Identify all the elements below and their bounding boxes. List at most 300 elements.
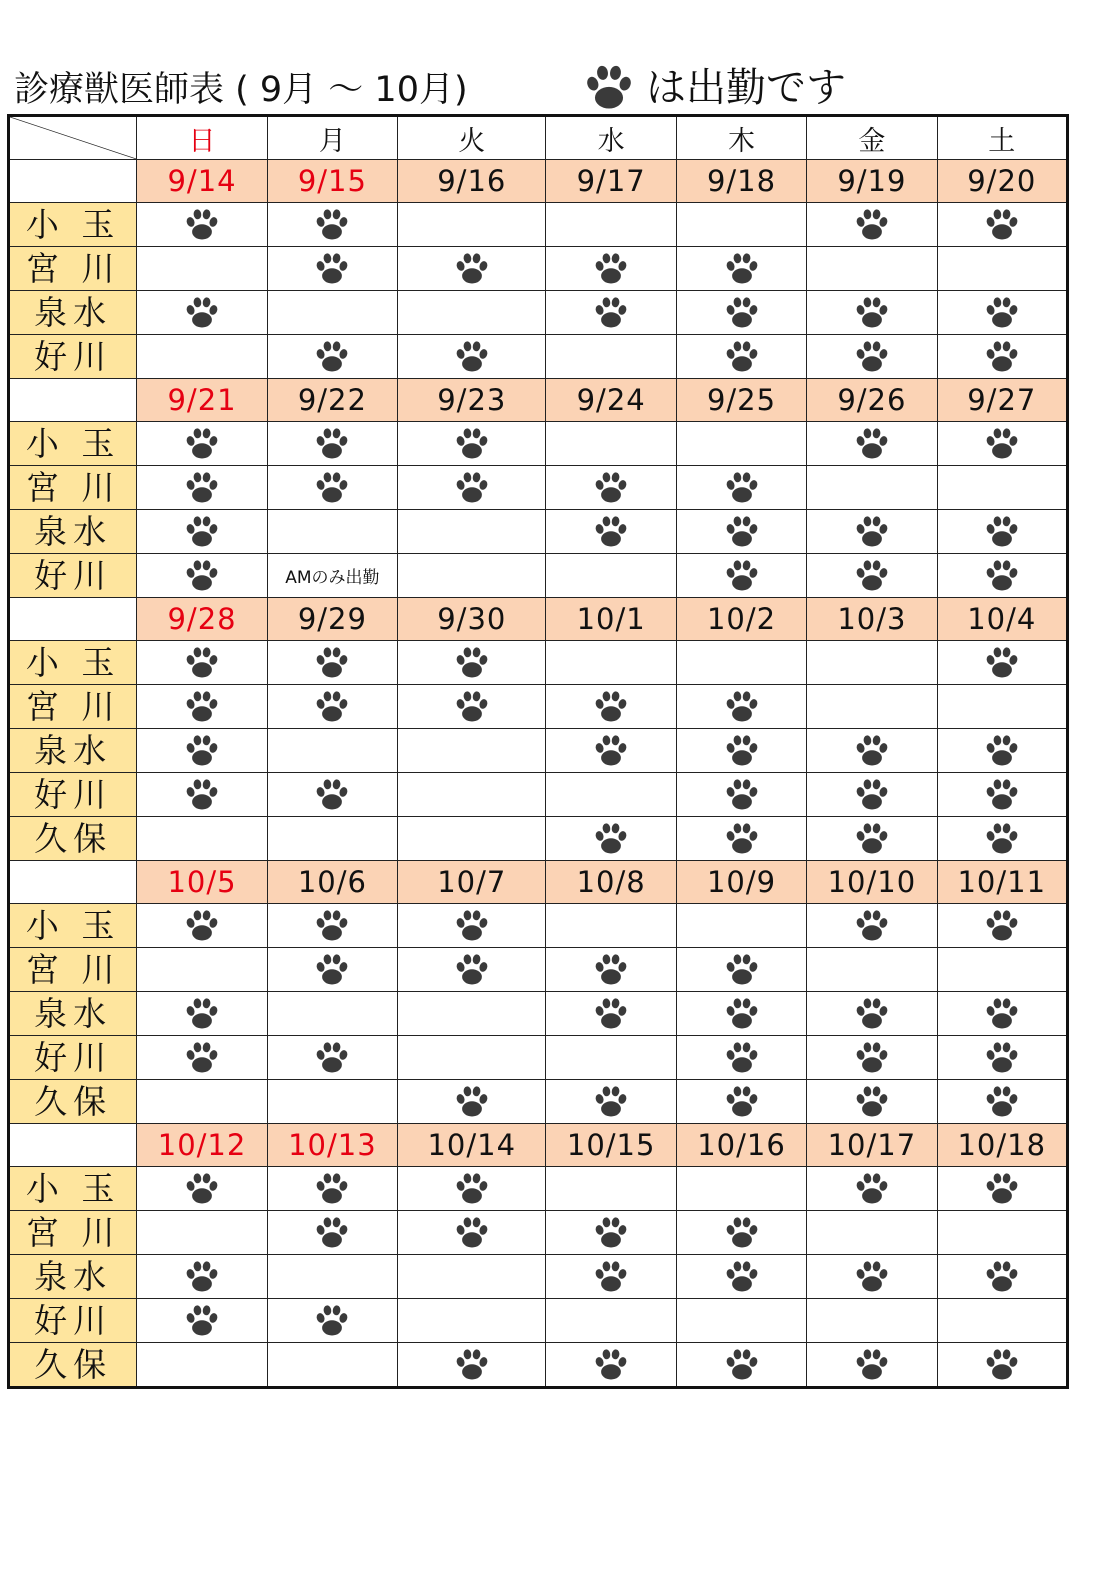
date-cell: 10/15 [546,1124,676,1167]
staff-row [9,641,1068,685]
date-cell: 10/3 [807,598,937,641]
paw-icon [453,644,491,682]
date-cell: 10/14 [398,1124,546,1167]
paw-icon [313,1039,351,1077]
date-cell: 10/16 [676,1124,806,1167]
staff-name: 小 玉 [9,203,137,247]
paw-icon [313,469,351,507]
shift-cell [267,247,397,291]
paw-icon [592,995,630,1033]
paw-icon [183,1039,221,1077]
shift-cell [937,1343,1067,1388]
staff-name: 好川 [9,1299,137,1343]
paw-icon [313,425,351,463]
staff-name: 久保 [9,817,137,861]
date-cell: 10/13 [267,1124,397,1167]
date-row [9,379,1068,422]
shift-cell [937,992,1067,1036]
staff-row [9,1299,1068,1343]
staff-name: 泉水 [9,291,137,335]
date-cell: 10/17 [807,1124,937,1167]
shift-cell [676,422,806,466]
shift-cell [267,1167,397,1211]
date-row-blank [9,160,137,203]
date-cell: 10/8 [546,861,676,904]
date-cell: 9/23 [398,379,546,422]
weekday-header-3: 水 [546,116,676,160]
shift-cell [546,773,676,817]
paw-icon [183,644,221,682]
date-cell: 10/1 [546,598,676,641]
shift-cell [398,729,546,773]
shift-cell [137,510,267,554]
staff-row [9,466,1068,510]
shift-cell [676,1036,806,1080]
paw-icon [453,951,491,989]
shift-cell [267,1080,397,1124]
shift-cell [676,335,806,379]
date-row-blank [9,1124,137,1167]
staff-row [9,817,1068,861]
paw-icon [313,1214,351,1252]
shift-cell [807,641,937,685]
paw-icon [853,1258,891,1296]
shift-cell [398,554,546,598]
weekday-header-0: 日 [137,116,267,160]
staff-row [9,422,1068,466]
paw-icon [983,1039,1021,1077]
shift-cell [807,992,937,1036]
paw-icon [853,557,891,595]
paw-icon [853,1170,891,1208]
paw-icon [983,1170,1021,1208]
shift-cell [137,1343,267,1388]
paw-icon [313,206,351,244]
weekday-header-4: 木 [676,116,806,160]
shift-cell [937,773,1067,817]
staff-name: 久保 [9,1080,137,1124]
weekday-header-2: 火 [398,116,546,160]
shift-cell [937,466,1067,510]
paw-icon [183,557,221,595]
shift-cell [676,992,806,1036]
shift-cell [267,1036,397,1080]
shift-cell [807,291,937,335]
staff-row [9,554,1068,598]
paw-icon [723,469,761,507]
paw-icon [723,820,761,858]
date-cell: 9/21 [137,379,267,422]
paw-icon [853,820,891,858]
staff-name: 小 玉 [9,422,137,466]
shift-cell [267,291,397,335]
shift-cell [546,203,676,247]
shift-cell [546,992,676,1036]
shift-cell [807,1299,937,1343]
date-cell: 10/11 [937,861,1067,904]
shift-cell [137,1255,267,1299]
paw-icon [723,951,761,989]
paw-icon [592,688,630,726]
shift-cell [676,817,806,861]
shift-cell [137,685,267,729]
shift-cell [267,1343,397,1388]
staff-row [9,510,1068,554]
shift-cell [137,422,267,466]
date-cell: 9/19 [807,160,937,203]
paw-icon [853,294,891,332]
paw-icon [183,1170,221,1208]
shift-cell [546,422,676,466]
paw-icon [592,1214,630,1252]
paw-icon [723,1346,761,1384]
paw-icon [983,425,1021,463]
shift-cell [676,203,806,247]
shift-cell [676,1343,806,1388]
shift-cell [807,1343,937,1388]
paw-icon [723,1083,761,1121]
staff-name: 好川 [9,554,137,598]
paw-icon [453,1346,491,1384]
shift-cell [546,641,676,685]
staff-row [9,992,1068,1036]
staff-name: 宮 川 [9,466,137,510]
shift-cell [676,554,806,598]
shift-cell [267,817,397,861]
shift-cell [398,1299,546,1343]
shift-cell [807,773,937,817]
shift-cell [937,948,1067,992]
staff-row [9,1255,1068,1299]
shift-cell [398,335,546,379]
paw-icon [723,1214,761,1252]
shift-cell [398,992,546,1036]
paw-icon [313,907,351,945]
shift-cell [546,685,676,729]
date-cell: 10/2 [676,598,806,641]
weekday-header-row [9,116,1068,160]
staff-name: 小 玉 [9,1167,137,1211]
date-cell: 10/7 [398,861,546,904]
shift-cell [267,948,397,992]
shift-cell [546,554,676,598]
paw-icon [723,557,761,595]
shift-cell [676,641,806,685]
shift-cell [807,817,937,861]
shift-cell [937,1299,1067,1343]
shift-cell [398,247,546,291]
paw-icon [313,951,351,989]
shift-cell [807,1036,937,1080]
date-cell: 10/5 [137,861,267,904]
staff-name: 小 玉 [9,904,137,948]
paw-icon [183,469,221,507]
shift-cell [398,948,546,992]
shift-cell [267,1211,397,1255]
paw-icon [313,688,351,726]
paw-icon [453,250,491,288]
shift-cell [676,466,806,510]
staff-row [9,685,1068,729]
weekday-header-5: 金 [807,116,937,160]
paw-icon [582,61,636,115]
staff-row [9,729,1068,773]
paw-icon [853,1346,891,1384]
paw-icon [592,951,630,989]
staff-name: 好川 [9,335,137,379]
paw-icon [983,294,1021,332]
paw-icon [853,732,891,770]
shift-cell [807,729,937,773]
shift-cell [267,1255,397,1299]
shift-cell [137,904,267,948]
staff-name: 好川 [9,773,137,817]
shift-cell [267,904,397,948]
date-cell: 9/30 [398,598,546,641]
paw-icon [183,995,221,1033]
paw-icon [313,250,351,288]
shift-cell [676,247,806,291]
staff-row [9,291,1068,335]
shift-cell [267,641,397,685]
shift-cell [807,422,937,466]
shift-cell [137,203,267,247]
shift-cell [137,1299,267,1343]
shift-cell [807,1211,937,1255]
paw-icon [983,776,1021,814]
shift-cell [546,729,676,773]
paw-icon [183,776,221,814]
paw-icon [453,688,491,726]
shift-cell [546,466,676,510]
shift-cell [267,1299,397,1343]
paw-icon [983,206,1021,244]
shift-cell [937,641,1067,685]
staff-name: 宮 川 [9,948,137,992]
paw-icon [592,294,630,332]
shift-cell [267,554,397,598]
staff-name: 泉水 [9,510,137,554]
paw-icon [983,907,1021,945]
paw-icon [592,1346,630,1384]
paw-icon [313,1302,351,1340]
date-row-blank [9,379,137,422]
staff-name: 泉水 [9,729,137,773]
date-cell: 9/17 [546,160,676,203]
date-cell: 10/18 [937,1124,1067,1167]
shift-cell [807,554,937,598]
paw-icon [313,1170,351,1208]
shift-cell [267,729,397,773]
paw-icon [983,513,1021,551]
shift-cell [137,291,267,335]
shift-cell [398,773,546,817]
shift-cell [937,904,1067,948]
shift-cell [937,1036,1067,1080]
shift-cell [137,992,267,1036]
shift-cell [546,1036,676,1080]
staff-row [9,1036,1068,1080]
date-cell: 9/15 [267,160,397,203]
shift-cell [137,729,267,773]
paw-icon [453,425,491,463]
staff-row [9,1211,1068,1255]
shift-cell [937,817,1067,861]
shift-cell [807,685,937,729]
staff-row [9,1167,1068,1211]
shift-cell [546,1255,676,1299]
shift-cell [398,1343,546,1388]
paw-icon [723,776,761,814]
staff-row [9,203,1068,247]
date-cell: 10/10 [807,861,937,904]
paw-icon [853,1039,891,1077]
shift-cell [937,1080,1067,1124]
shift-cell [546,1167,676,1211]
paw-icon [453,1083,491,1121]
staff-name: 宮 川 [9,685,137,729]
shift-note: AMのみ出勤 [285,568,380,588]
date-row-blank [9,861,137,904]
date-cell: 9/28 [137,598,267,641]
shift-cell [937,1167,1067,1211]
shift-cell [937,1211,1067,1255]
shift-cell [137,817,267,861]
shift-cell [937,554,1067,598]
paw-icon [183,1258,221,1296]
date-cell: 10/9 [676,861,806,904]
shift-cell [937,422,1067,466]
paw-icon [983,1346,1021,1384]
shift-cell [398,817,546,861]
legend [582,60,846,116]
staff-row [9,1080,1068,1124]
date-cell: 10/4 [937,598,1067,641]
shift-cell [398,1080,546,1124]
shift-cell [546,948,676,992]
paw-icon [592,732,630,770]
paw-icon [453,907,491,945]
shift-cell [398,641,546,685]
shift-cell [398,685,546,729]
corner-cell [9,116,137,160]
date-cell: 9/22 [267,379,397,422]
paw-icon [983,557,1021,595]
shift-cell [546,291,676,335]
shift-cell [398,904,546,948]
paw-icon [853,1083,891,1121]
paw-icon [983,995,1021,1033]
shift-cell [398,466,546,510]
shift-cell [807,510,937,554]
shift-cell [807,203,937,247]
date-cell: 10/6 [267,861,397,904]
date-row-blank [9,598,137,641]
date-cell: 9/24 [546,379,676,422]
paw-icon [853,907,891,945]
staff-name: 好川 [9,1036,137,1080]
paw-icon [983,820,1021,858]
staff-row [9,948,1068,992]
shift-cell [267,422,397,466]
shift-cell [937,203,1067,247]
title-bar [14,58,1074,118]
shift-cell [546,247,676,291]
paw-icon [592,469,630,507]
shift-cell [398,1167,546,1211]
staff-name: 宮 川 [9,1211,137,1255]
shift-cell [937,685,1067,729]
shift-cell [676,773,806,817]
paw-icon [723,688,761,726]
shift-cell [937,1255,1067,1299]
staff-row [9,1343,1068,1388]
paw-icon [983,1083,1021,1121]
paw-icon [183,513,221,551]
shift-cell [937,729,1067,773]
paw-icon [183,907,221,945]
shift-cell [546,1211,676,1255]
paw-icon [983,732,1021,770]
paw-icon [453,469,491,507]
shift-cell [546,510,676,554]
paw-icon [183,1302,221,1340]
paw-icon [592,1258,630,1296]
staff-name: 泉水 [9,1255,137,1299]
schedule-table [7,114,1069,1389]
staff-row [9,773,1068,817]
shift-cell [807,904,937,948]
shift-cell [546,1080,676,1124]
shift-cell [267,773,397,817]
shift-cell [676,685,806,729]
paw-icon [453,1214,491,1252]
date-cell: 9/18 [676,160,806,203]
shift-cell [398,422,546,466]
shift-cell [676,1167,806,1211]
staff-name: 久保 [9,1343,137,1388]
shift-cell [267,203,397,247]
shift-cell [137,773,267,817]
date-cell: 9/16 [398,160,546,203]
shift-cell [676,291,806,335]
shift-cell [137,247,267,291]
paw-icon [983,338,1021,376]
staff-name: 泉水 [9,992,137,1036]
shift-cell [398,291,546,335]
shift-cell [807,1255,937,1299]
paw-icon [183,206,221,244]
paw-icon [723,250,761,288]
shift-cell [807,335,937,379]
shift-cell [137,1167,267,1211]
paw-icon [983,644,1021,682]
weekday-header-1: 月 [267,116,397,160]
shift-cell [398,203,546,247]
paw-icon [183,294,221,332]
paw-icon [853,776,891,814]
shift-cell [807,466,937,510]
paw-icon [723,732,761,770]
shift-cell [267,510,397,554]
shift-cell [137,1036,267,1080]
paw-icon [853,206,891,244]
date-cell: 9/26 [807,379,937,422]
shift-cell [398,510,546,554]
shift-cell [807,948,937,992]
paw-icon [592,820,630,858]
shift-cell [676,1255,806,1299]
